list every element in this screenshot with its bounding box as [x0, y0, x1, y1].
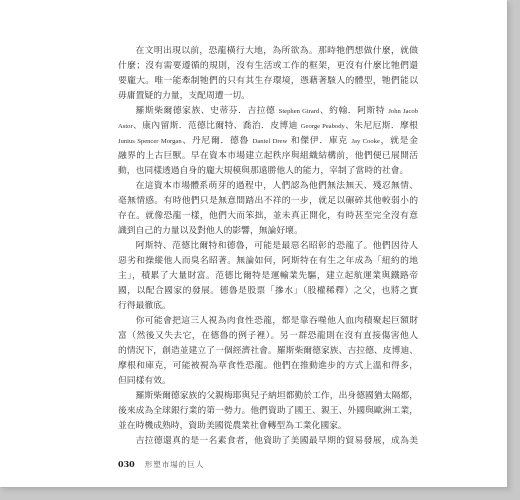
- page-number: 030: [118, 459, 135, 469]
- text-line: 存在。就像恐龍一樣，他們大而笨拙，並未真正開化，有時甚至完全沒有意: [118, 211, 418, 221]
- text-line: 的情況下，創造並建立了一個經濟社會。羅斯柴爾德家族、吉拉德、皮博迪、: [118, 346, 418, 356]
- text-line: 主」，積累了大量財富。范德比爾特是運輸業先驅，建立起航運業與鐵路帝: [118, 271, 418, 281]
- text-line: 你可能會把這三人視為肉食性恐龍，都是靠吞噬他人血肉積聚起巨額財: [135, 316, 418, 326]
- text-line: 要龐大。唯一能牽制牠們的只有其生存環境，憑藉著駭人的體型，牠們能以: [118, 76, 418, 86]
- text-line: 行得最徹底。: [118, 301, 171, 311]
- latin-name: Jay Cooke: [351, 138, 380, 145]
- paragraph: [118, 239, 418, 314]
- text-line: 毋庸置疑的力量，支配周遭一切。: [118, 91, 250, 101]
- text-line: 動，也同樣透過自身的龐大規模與那遠勝他人的能力，宰制了當時的社會。: [118, 166, 409, 176]
- paragraph: [118, 104, 418, 179]
- text-line: 國，以配合國家的發展。德魯是股票「摻水」（股權稀釋）之父，也將之實: [118, 286, 418, 296]
- latin-name: Junius Spencer Morgan: [118, 138, 182, 145]
- latin-name: Stephen Girard: [278, 108, 320, 115]
- text-line: 什麼；沒有需要遵循的規則，沒有生活或工作的框架，更沒有什麼比牠們還: [118, 61, 418, 71]
- text-line: 後來成為全球銀行業的第一勢力。他們資助了國王、親王、外國與歐洲工業，: [118, 406, 418, 416]
- text-line: 富（然後又失去它，在德魯的例子裡）。另一群恐龍則在沒有直接傷害他人: [118, 331, 418, 341]
- body-text: [118, 44, 418, 449]
- paragraph: [118, 434, 418, 449]
- text-line: 融界的上古巨獸。早在資本市場建立起秩序與組織結構前，他們便已展開活: [118, 151, 418, 161]
- paragraph: [118, 44, 418, 104]
- text-line: 吉拉德還真的是一名素食者，他資助了美國最早期的貿易發展，成為美: [135, 436, 418, 446]
- text-line: 在文明出現以前，恐龍橫行大地，為所欲為。那時牠們想做什麼，就做: [135, 46, 418, 56]
- latin-name: Astor: [118, 123, 133, 130]
- text-line: 毫無情感。有時他們只是無意間踏出不祥的一步，就足以碾碎其他較弱小的: [118, 196, 418, 206]
- text-line: 但同樣有效。: [118, 376, 171, 386]
- text-line: 羅斯柴爾德家族的父親梅耶與兒子納坦都勤於工作，出身德國猶太隔都，: [135, 391, 418, 401]
- text-line: Junius Spencer Morgan、丹尼爾．德魯 Daniel Drew 和傑伊．庫克 Jay Cooke，就是金: [118, 136, 418, 146]
- text-line: 並在時機成熟時，資助美國從農業社會轉型為工業化國家。: [118, 421, 347, 431]
- paragraph: [118, 314, 418, 389]
- latin-name: John Jacob: [388, 108, 418, 115]
- latin-name: George Peabody: [300, 123, 345, 130]
- page-footer: [118, 456, 204, 468]
- text-line: 在這資本市場體系萌芽的過程中，人們認為他們無法無天、殘忍無情、: [135, 181, 418, 191]
- text-line: 摩根和庫克，可能被視為草食性恐龍。他們在推動進步的方式上溫和得多，: [118, 361, 418, 371]
- text-line: 惡劣和操縱他人而臭名昭著。無論如何，阿斯特在有生之年成為「紐約的地: [118, 256, 418, 266]
- paragraph: [118, 179, 418, 239]
- text-line: 阿斯特、范德比爾特和德魯，可能是最惡名昭彰的恐龍了。他們因待人: [135, 241, 418, 251]
- text-line: 羅斯柴爾德家族、史蒂芬．吉拉德 Stephen Girard、約翰．阿斯特 John Jacob: [135, 106, 418, 116]
- running-title: 形塑市場的巨人: [144, 460, 205, 469]
- paragraph: [118, 389, 418, 434]
- latin-name: Daniel Drew: [252, 138, 288, 145]
- text-line: Astor、康內留斯．范德比爾特、喬治．皮博迪 George Peabody、朱尼厄斯．摩根: [118, 121, 418, 131]
- text-line: 識到自己的力量以及對他人的影響，無論好壞。: [118, 226, 303, 236]
